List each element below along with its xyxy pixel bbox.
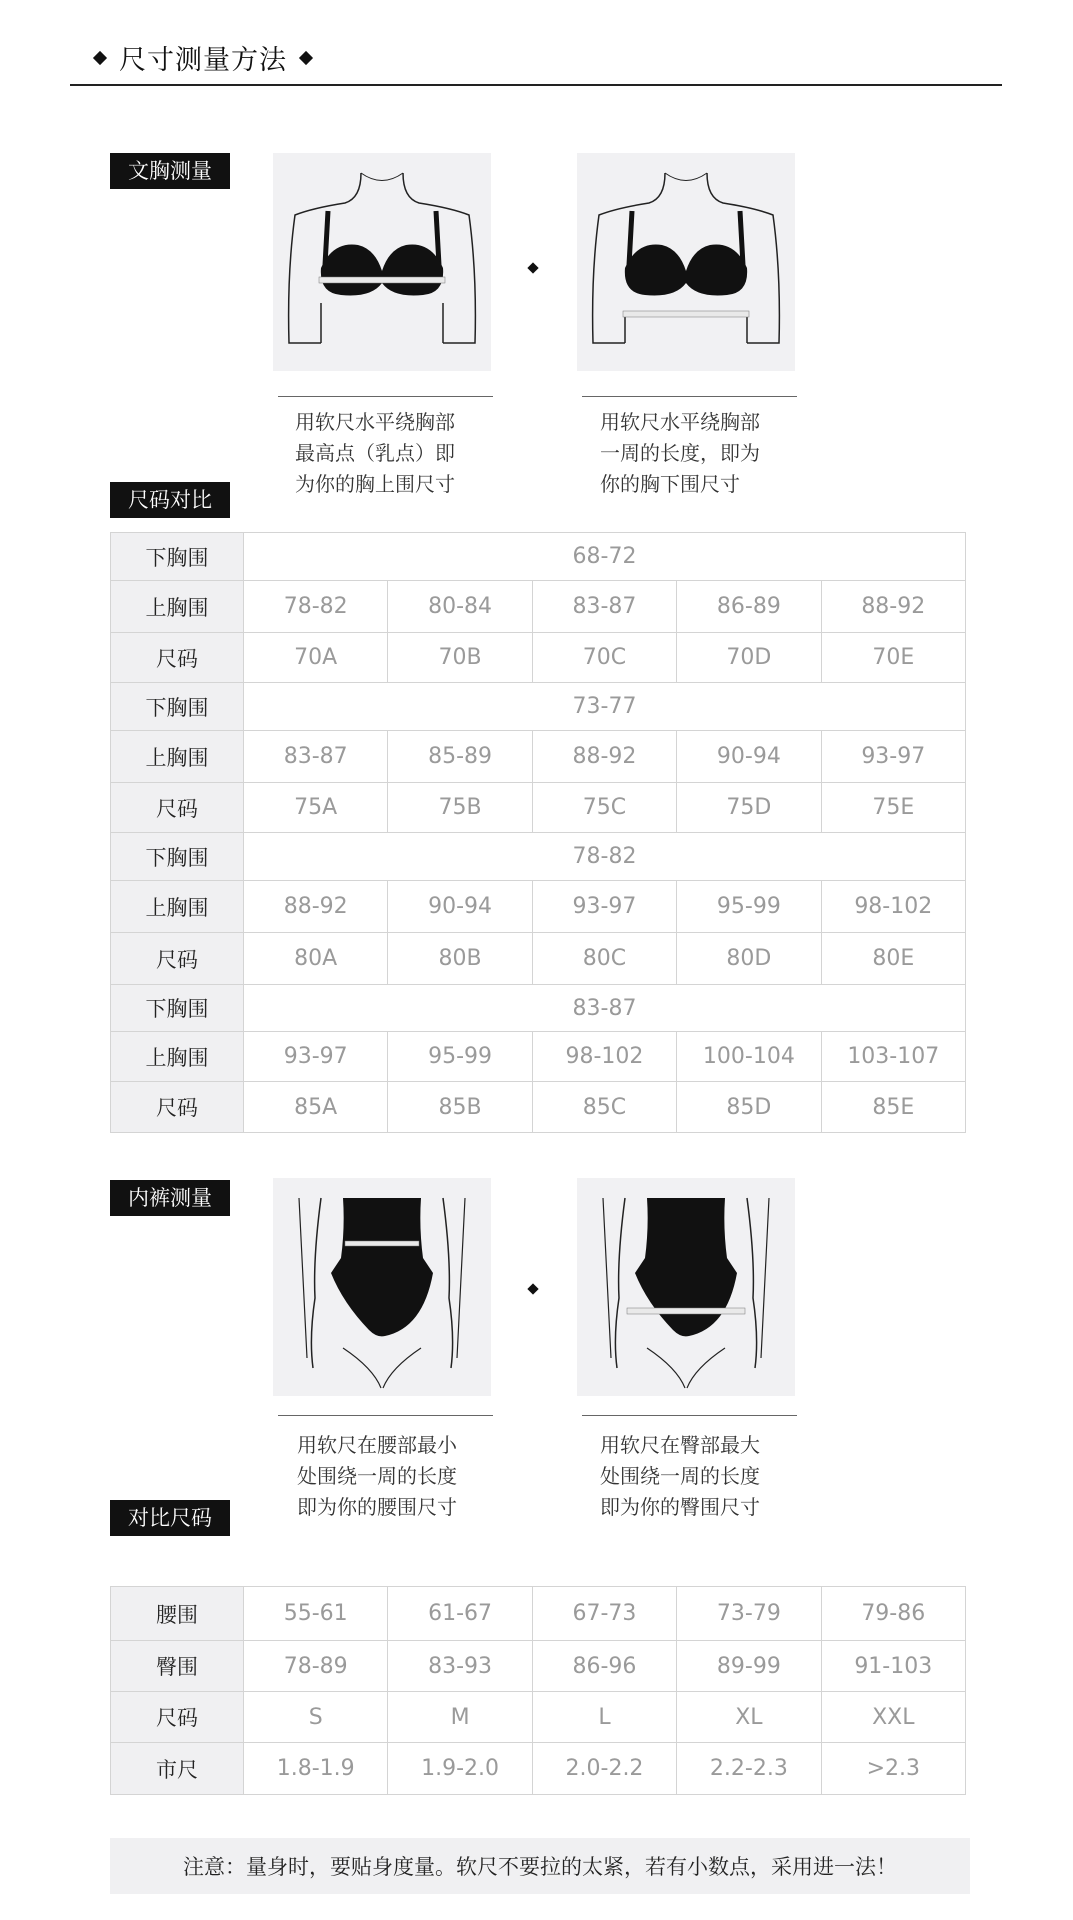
caption-divider bbox=[278, 396, 493, 397]
caption-divider bbox=[278, 1415, 493, 1416]
row-label: 下胸围 bbox=[111, 533, 244, 581]
table-cell: 75B bbox=[388, 783, 532, 833]
table-cell: XL bbox=[677, 1692, 821, 1743]
panty-waist-caption: 用软尺在腰部最小 处围绕一周的长度 即为你的腰围尺寸 bbox=[297, 1433, 457, 1519]
under-bust-range: 83-87 bbox=[244, 985, 966, 1032]
bra-over-bust-illustration bbox=[273, 153, 491, 371]
diamond-bullet-icon bbox=[299, 50, 313, 64]
row-label: 尺码 bbox=[111, 1082, 244, 1133]
table-cell: 91-103 bbox=[821, 1641, 965, 1692]
bra-under-bust-caption: 用软尺水平绕胸部 一周的长度，即为 你的胸下围尺寸 bbox=[600, 410, 760, 496]
section-header bbox=[95, 38, 311, 77]
table-cell: 90-94 bbox=[388, 881, 532, 933]
row-label: 上胸围 bbox=[111, 731, 244, 783]
table-cell: 55-61 bbox=[244, 1587, 388, 1641]
table-cell: 80D bbox=[677, 933, 821, 985]
table-row bbox=[111, 881, 966, 933]
table-cell: 70D bbox=[677, 633, 821, 683]
table-cell: 103-107 bbox=[821, 1032, 965, 1082]
panty-measure-tag: 内裤测量 bbox=[110, 1180, 230, 1216]
table-cell: 85E bbox=[821, 1082, 965, 1133]
table-cell: 70C bbox=[532, 633, 676, 683]
under-bust-range: 68-72 bbox=[244, 533, 966, 581]
header-divider bbox=[70, 84, 1002, 86]
row-label: 臀围 bbox=[111, 1641, 244, 1692]
caption-divider bbox=[582, 1415, 797, 1416]
table-cell: L bbox=[532, 1692, 676, 1743]
row-label: 上胸围 bbox=[111, 581, 244, 633]
separator-dot-icon bbox=[527, 1283, 538, 1294]
separator-dot-icon bbox=[527, 262, 538, 273]
table-row bbox=[111, 683, 966, 731]
table-cell: 83-87 bbox=[244, 731, 388, 783]
bra-over-bust-caption: 用软尺水平绕胸部 最高点（乳点）即 为你的胸上围尺寸 bbox=[295, 410, 455, 496]
table-cell: 88-92 bbox=[821, 581, 965, 633]
table-cell: 70A bbox=[244, 633, 388, 683]
diamond-bullet-icon bbox=[93, 50, 107, 64]
table-cell: 80C bbox=[532, 933, 676, 985]
table-cell: 78-82 bbox=[244, 581, 388, 633]
under-bust-range: 73-77 bbox=[244, 683, 966, 731]
table-cell: 93-97 bbox=[532, 881, 676, 933]
note-bar bbox=[110, 1838, 970, 1894]
table-cell: 85A bbox=[244, 1082, 388, 1133]
row-label: 市尺 bbox=[111, 1743, 244, 1795]
table-cell: 78-89 bbox=[244, 1641, 388, 1692]
table-cell: 79-86 bbox=[821, 1587, 965, 1641]
table-cell: 98-102 bbox=[532, 1032, 676, 1082]
table-cell: 90-94 bbox=[677, 731, 821, 783]
page-title: 尺寸测量方法 bbox=[119, 45, 287, 76]
table-cell: 80B bbox=[388, 933, 532, 985]
table-cell: 83-93 bbox=[388, 1641, 532, 1692]
table-cell: 85B bbox=[388, 1082, 532, 1133]
row-label: 尺码 bbox=[111, 1692, 244, 1743]
row-label: 尺码 bbox=[111, 933, 244, 985]
table-row bbox=[111, 1082, 966, 1133]
table-row bbox=[111, 581, 966, 633]
table-row bbox=[111, 533, 966, 581]
table-row bbox=[111, 1692, 966, 1743]
table-cell: 80E bbox=[821, 933, 965, 985]
table-row bbox=[111, 985, 966, 1032]
bra-under-bust-illustration bbox=[577, 153, 795, 371]
table-cell: 80-84 bbox=[388, 581, 532, 633]
table-row bbox=[111, 731, 966, 783]
table-cell: 75C bbox=[532, 783, 676, 833]
panty-hip-illustration bbox=[577, 1178, 795, 1396]
table-cell: 88-92 bbox=[532, 731, 676, 783]
table-cell: M bbox=[388, 1692, 532, 1743]
row-label: 下胸围 bbox=[111, 683, 244, 731]
table-cell: 88-92 bbox=[244, 881, 388, 933]
table-cell: 67-73 bbox=[532, 1587, 676, 1641]
panty-hip-caption: 用软尺在臀部最大 处围绕一周的长度 即为你的臀围尺寸 bbox=[600, 1433, 760, 1519]
compare-size-tag: 对比尺码 bbox=[110, 1500, 230, 1536]
table-cell: 2.0-2.2 bbox=[532, 1743, 676, 1795]
table-row bbox=[111, 783, 966, 833]
row-label: 上胸围 bbox=[111, 881, 244, 933]
row-label: 下胸围 bbox=[111, 833, 244, 881]
table-cell: 100-104 bbox=[677, 1032, 821, 1082]
table-cell: 95-99 bbox=[677, 881, 821, 933]
table-cell: 93-97 bbox=[244, 1032, 388, 1082]
under-bust-range: 78-82 bbox=[244, 833, 966, 881]
table-row bbox=[111, 933, 966, 985]
row-label: 下胸围 bbox=[111, 985, 244, 1032]
table-cell: 85-89 bbox=[388, 731, 532, 783]
row-label: 尺码 bbox=[111, 783, 244, 833]
table-row bbox=[111, 833, 966, 881]
row-label: 尺码 bbox=[111, 633, 244, 683]
table-cell: 70B bbox=[388, 633, 532, 683]
table-cell: 85D bbox=[677, 1082, 821, 1133]
caption-divider bbox=[582, 396, 797, 397]
table-cell: 61-67 bbox=[388, 1587, 532, 1641]
table-row bbox=[111, 1032, 966, 1082]
table-cell: 80A bbox=[244, 933, 388, 985]
table-cell: 95-99 bbox=[388, 1032, 532, 1082]
table-cell: 75E bbox=[821, 783, 965, 833]
table-cell: 75D bbox=[677, 783, 821, 833]
table-cell: XXL bbox=[821, 1692, 965, 1743]
note-text: 注意：量身时，要贴身度量。软尺不要拉的太紧，若有小数点，采用进一法！ bbox=[183, 1855, 897, 1879]
table-cell: 2.2-2.3 bbox=[677, 1743, 821, 1795]
table-cell: >2.3 bbox=[821, 1743, 965, 1795]
table-cell: 85C bbox=[532, 1082, 676, 1133]
table-row bbox=[111, 633, 966, 683]
table-cell: 1.8-1.9 bbox=[244, 1743, 388, 1795]
table-cell: 86-89 bbox=[677, 581, 821, 633]
bra-measure-tag: 文胸测量 bbox=[110, 153, 230, 189]
table-cell: 86-96 bbox=[532, 1641, 676, 1692]
row-label: 腰围 bbox=[111, 1587, 244, 1641]
table-cell: 1.9-2.0 bbox=[388, 1743, 532, 1795]
table-cell: 93-97 bbox=[821, 731, 965, 783]
table-cell: 75A bbox=[244, 783, 388, 833]
panty-size-table bbox=[110, 1586, 966, 1795]
panty-waist-illustration bbox=[273, 1178, 491, 1396]
bra-size-table bbox=[110, 532, 966, 1133]
table-row bbox=[111, 1641, 966, 1692]
table-cell: 70E bbox=[821, 633, 965, 683]
size-compare-tag: 尺码对比 bbox=[110, 482, 230, 518]
table-row bbox=[111, 1743, 966, 1795]
table-cell: S bbox=[244, 1692, 388, 1743]
table-cell: 73-79 bbox=[677, 1587, 821, 1641]
table-row bbox=[111, 1587, 966, 1641]
table-cell: 98-102 bbox=[821, 881, 965, 933]
table-cell: 83-87 bbox=[532, 581, 676, 633]
row-label: 上胸围 bbox=[111, 1032, 244, 1082]
table-cell: 89-99 bbox=[677, 1641, 821, 1692]
